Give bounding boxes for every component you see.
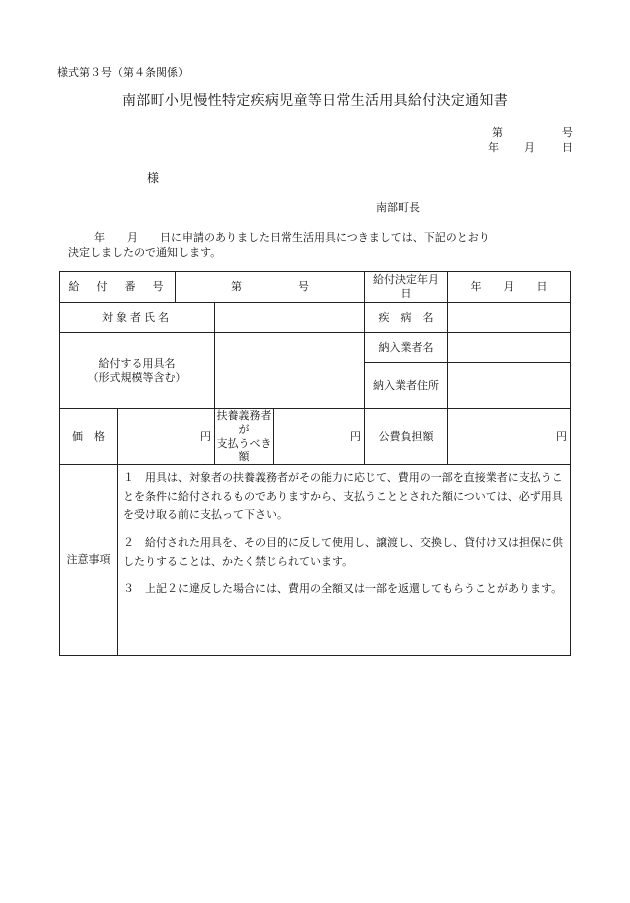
yogu-value xyxy=(215,333,365,409)
note-item: ３ 上記２に違反した場合には、費用の全額又は一部を返還してもらうことがあります。 xyxy=(123,582,563,596)
yogu-label xyxy=(60,333,215,409)
reference-go-label: 号 xyxy=(562,126,573,139)
decision-table xyxy=(59,271,571,656)
kyufu-bango-label: 給 付 番 号 xyxy=(60,272,176,303)
date-day-label: 日 xyxy=(562,141,573,154)
kettei-date-value: 年 月 日 xyxy=(448,272,571,303)
intro-line-2: 決定しましたので通知します。 xyxy=(68,246,222,259)
bango-go-label: 号 xyxy=(298,280,309,294)
kohi-label: 公費負担額 xyxy=(365,409,448,465)
fuyo-label xyxy=(215,409,274,465)
nonyu-address-label: 納入業者住所 xyxy=(365,363,448,409)
date-year-label: 年 xyxy=(488,141,499,154)
taisho-name-value xyxy=(215,303,365,333)
issuer-name: 南部町長 xyxy=(376,201,420,214)
nonyu-address-value xyxy=(448,363,571,409)
fuyo-label-line-1: 扶養義務者が xyxy=(216,409,272,436)
reference-dai-label: 第 xyxy=(492,126,503,139)
addressee-suffix: 様 xyxy=(147,171,160,185)
shippei-value xyxy=(448,303,571,333)
kakaku-label: 価 格 xyxy=(60,409,118,465)
page-title: 南部町小児慢性特定疾病児童等日常生活用具給付決定通知書 xyxy=(121,93,509,109)
bango-dai-label: 第 xyxy=(231,280,242,294)
kohi-yen: 円 xyxy=(448,409,571,465)
kakaku-yen: 円 xyxy=(118,409,215,465)
notes-cell xyxy=(118,465,571,656)
fuyo-yen: 円 xyxy=(274,409,365,465)
date-month-label: 月 xyxy=(524,141,535,154)
fuyo-label-line-2: 支払うべき額 xyxy=(216,436,272,464)
yogu-label-line-1: 給付する用具名 xyxy=(98,356,176,370)
form-number: 様式第３号（第４条関係） xyxy=(57,66,189,79)
kettei-date-label: 給付決定年月日 xyxy=(365,272,448,303)
intro-line-1: 年 月 日に申請のありました日常生活用具につきましては、下記のとおり xyxy=(94,231,490,244)
note-item: ２ 給付された用具を、その目的に反して使用し、譲渡し、交換し、貸付け又は担保に供したりすることは、かたく禁じられています。 xyxy=(123,536,563,568)
shippei-label: 疾 病 名 xyxy=(365,303,448,333)
yogu-label-line-2: （形式規模等含む） xyxy=(87,370,187,384)
nonyu-name-value xyxy=(448,333,571,363)
kyufu-bango-value xyxy=(176,272,365,303)
nonyu-name-label: 納入業者名 xyxy=(365,333,448,363)
note-item: １ 用具は、対象者の扶養義務者がその能力に応じて、費用の一部を直接業者に支払うことを条件に給付されるものでありますから、支払うこととされた額については、必ず用具を受け取る前に支払って下さい。 xyxy=(123,471,563,522)
taisho-name-label: 対象者氏名 xyxy=(60,303,215,333)
chui-label: 注意事項 xyxy=(60,465,118,656)
